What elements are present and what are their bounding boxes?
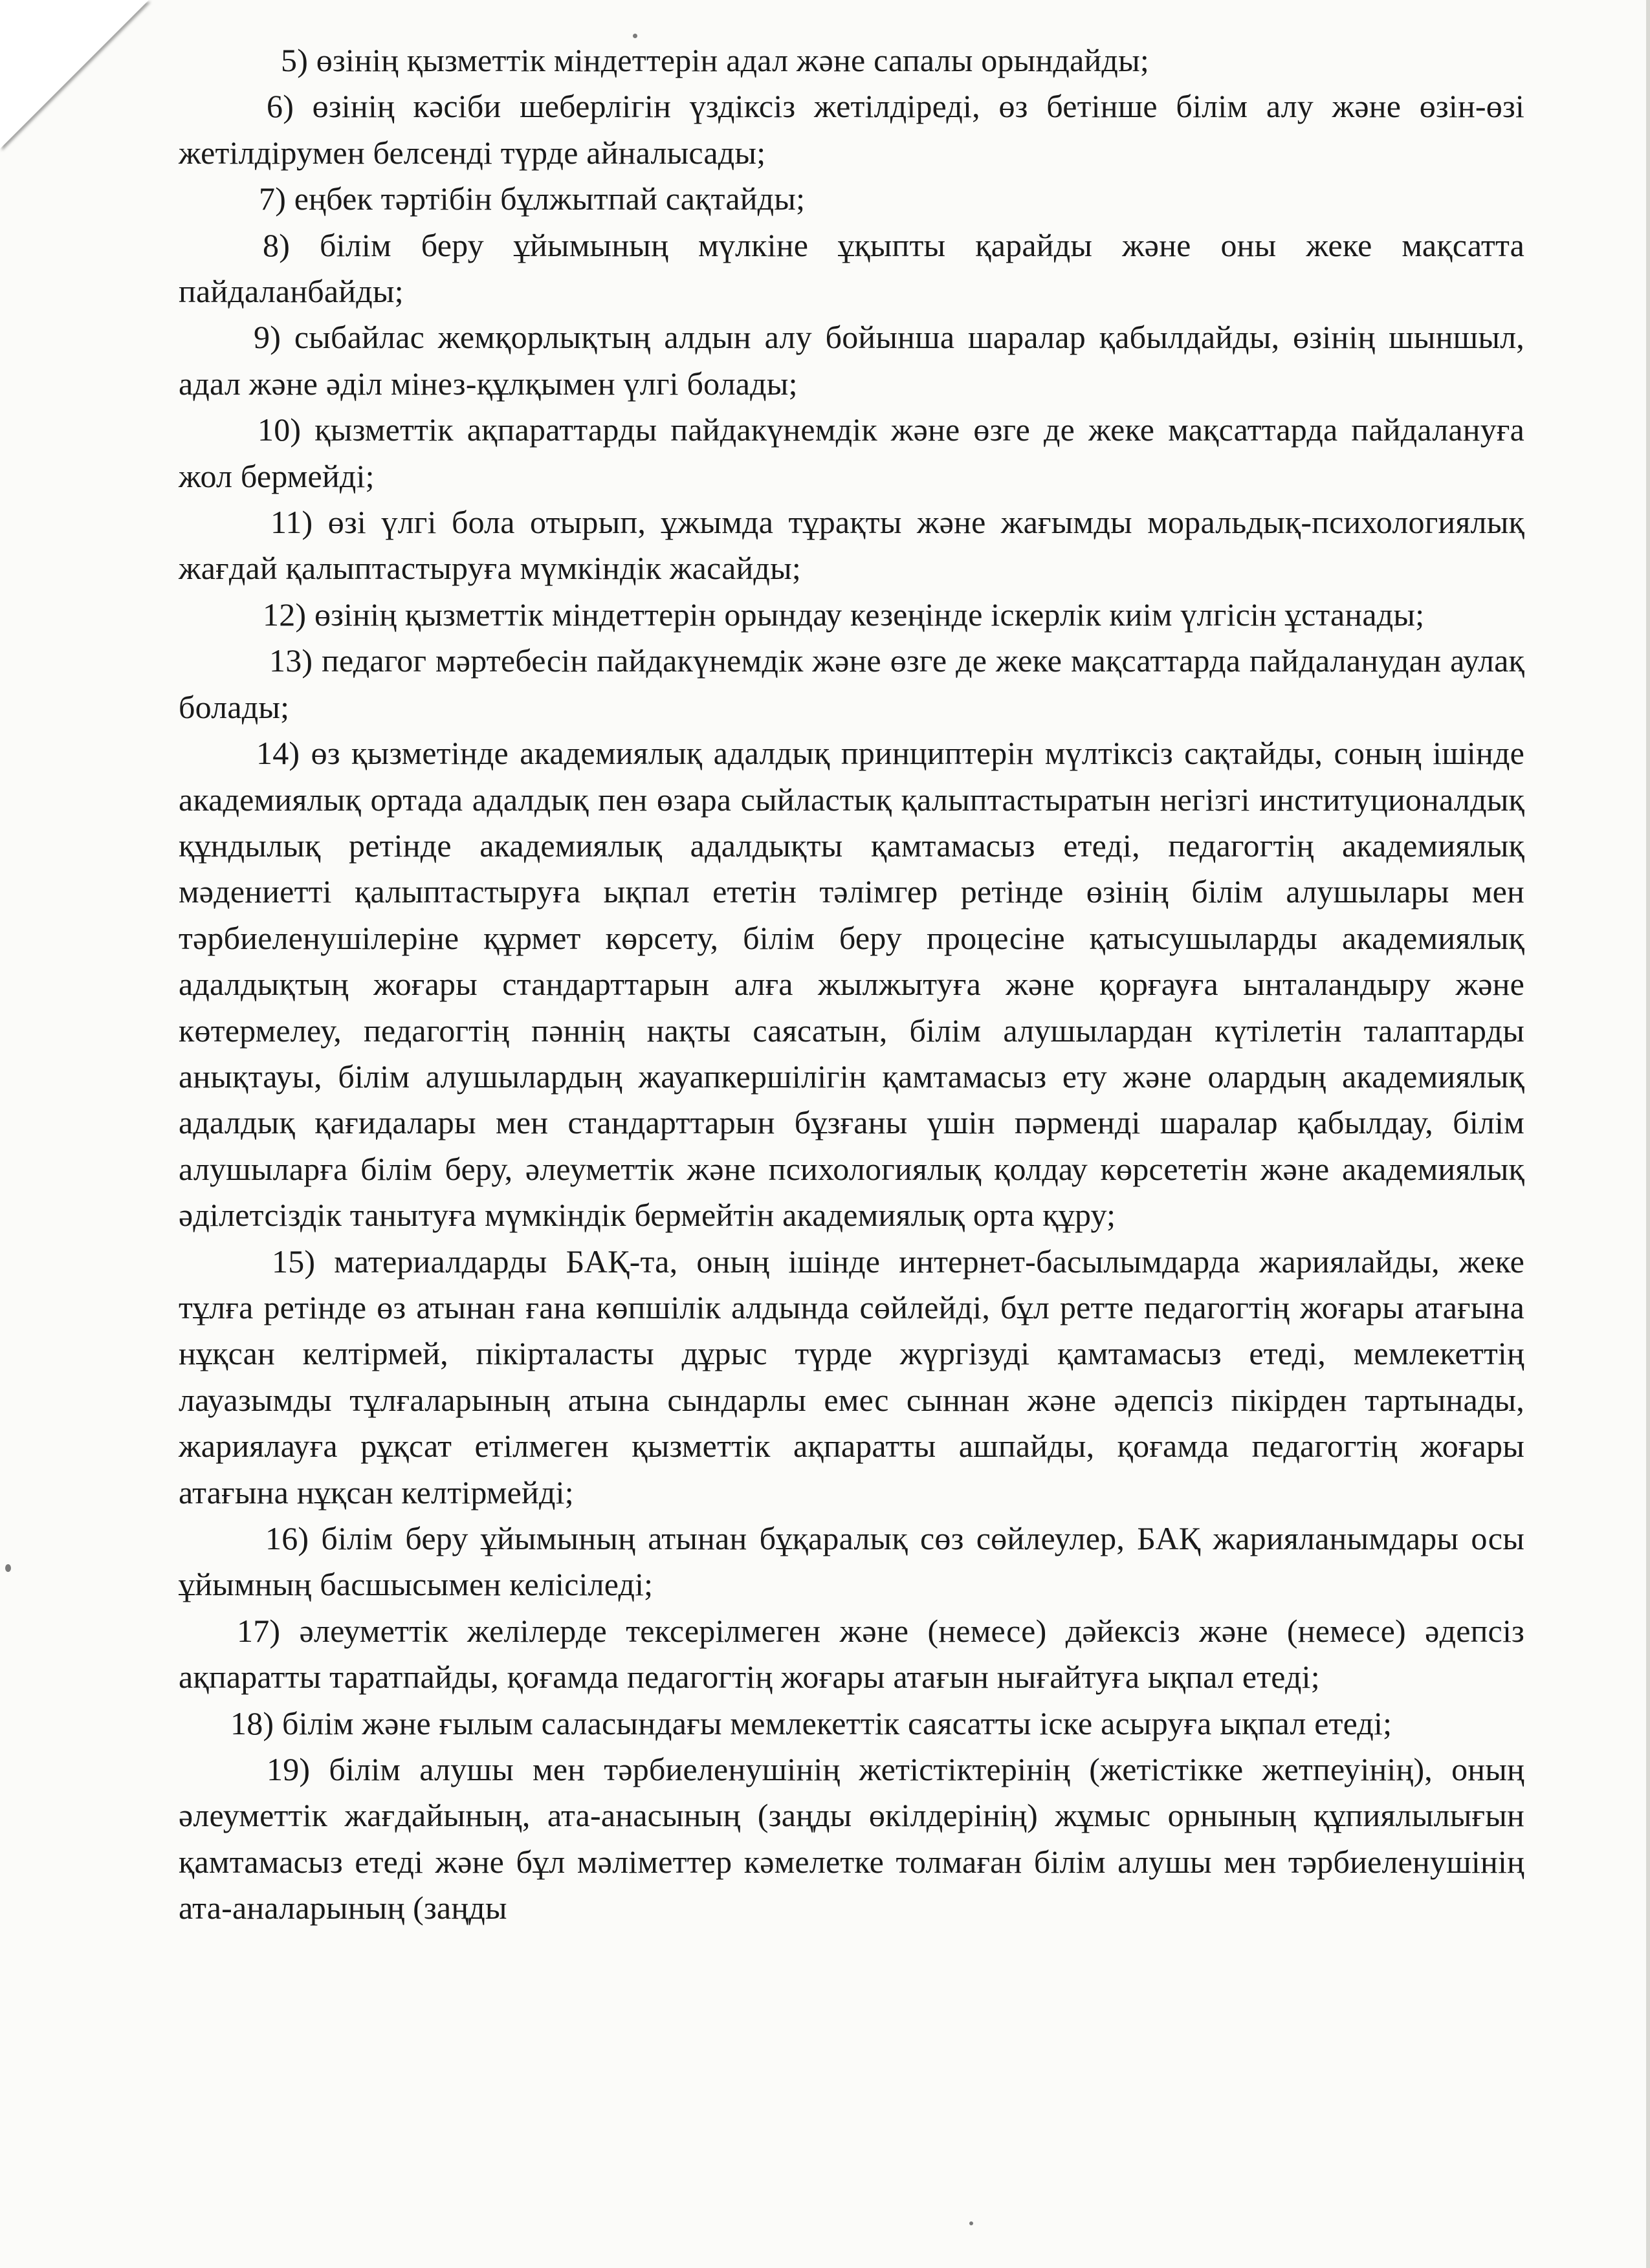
scan-speck xyxy=(5,1564,11,1572)
list-item-17: 17) әлеуметтік желілерде тексерілмеген және (немесе) дәйексіз және (немесе) әдепсіз ақпаратты таратпайды, қоғамда педагогтің жоғары атағын нығайтуға ықпал етеді; xyxy=(179,1612,1524,1696)
list-item-6: 6) өзінің кәсіби шеберлігін үздіксіз жетілдіреді, өз бетінше білім алу және өзін-өзі жетілдірумен белсенді түрде айналысады; xyxy=(179,88,1524,171)
list-item-19: 19) білім алушы мен тәрбиеленушінің жетістіктерінің (жетістікке жетпеуінің), оның әлеуметтік жағдайының, ата-анасының (заңды өкілдерінің) жұмыс орнының құпиялылығын қамтамасыз етеді және бұл мәліметтер кәмелетке толмаған білім алушы мен тәрбиеленушінің ата-аналарының (заңды xyxy=(179,1751,1524,1926)
document-body xyxy=(179,38,1524,1932)
list-item-18: 18) білім және ғылым саласындағы мемлекеттік саясатты іске асыруға ықпал етеді; xyxy=(230,1705,1392,1741)
list-item-11: 11) өзі үлгі бола отырып, ұжымда тұрақты және жағымды моральдық-психологиялық жағдай қалыптастыруға мүмкіндік жасайды; xyxy=(179,504,1524,587)
list-item-16: 16) білім беру ұйымының атынан бұқаралық сөз сөйлеулер, БАҚ жарияланымдары осы ұйымның басшысымен келісіледі; xyxy=(179,1520,1524,1603)
list-item-15: 15) материалдарды БАҚ-та, оның ішінде интернет-басылымдарда жариялайды, жеке тұлға ретінде өз атынан ғана көпшілік алдында сөйлейді, бұл ретте педагогтің жоғары атағына нұқсан келтірмей, пікірталасты дұрыс түрде жүргізуді қамтамасыз етеді, мемлекеттің лауазымды тұлғаларының атына сындарлы емес сыннан және әдепсіз пікірден тартынады, жариялауға рұқсат етілмеген қызметтік ақпаратты ашпайды, қоғамда педагогтің жоғары атағына нұқсан келтірмейді; xyxy=(179,1243,1524,1510)
list-item-13: 13) педагог мәртебесін пайдакүнемдік және өзге де жеке мақсаттарда пайдаланудан аулақ болады; xyxy=(179,642,1524,725)
list-item-8: 8) білім беру ұйымының мүлкіне ұқыпты қарайды және оны жеке мақсатта пайдаланбайды; xyxy=(179,226,1524,310)
list-item-12: 12) өзінің қызметтік міндеттерін орындау кезеңінде іскерлік киім үлгісін ұстанады; xyxy=(263,596,1425,633)
folded-corner xyxy=(0,0,149,149)
scan-speck xyxy=(969,2221,973,2225)
list-item-7: 7) еңбек тәртібін бұлжытпай сақтайды; xyxy=(259,180,806,217)
list-item-14: 14) өз қызметінде академиялық адалдық принциптерін мүлтіксіз сақтайды, соның ішінде академиялық ортада адалдық пен өзара сыйластық қалыптастыратын негізгі институционалдық құндылық ретінде академиялық адалдықты қамтамасыз етеді, педагогтің академиялық мәдениетті қалыптастыруға ықпал ететін тәлімгер ретінде өзінің білім алушылары мен тәрбиеленушілеріне құрмет көрсету, білім беру процесіне қатысушыларды академиялық адалдықтың жоғары стандарттарын алға жылжытуға және қорғауға ынталандыру және көтермелеу, педагогтің пәннің нақты саясатын, білім алушылардан күтілетін талаптарды анықтауы, білім алушылардың жауапкершілігін қамтамасыз ету және олардың академиялық адалдық қағидалары мен стандарттарын бұзғаны үшін пәрменді шаралар қабылдау, білім алушыларға білім беру, әлеуметтік және психологиялық қолдау көрсететін және академиялық әділетсіздік танытуға мүмкіндік бермейтін академиялық орта құру; xyxy=(179,735,1524,1234)
list-item-10: 10) қызметтік ақпараттарды пайдакүнемдік және өзге де жеке мақсаттарда пайдалануға жол бермейді; xyxy=(179,411,1524,494)
list-item-5: 5) өзінің қызметтік міндеттерін адал және сапалы орындайды; xyxy=(281,42,1149,78)
page-edge xyxy=(1646,0,1650,2268)
list-item-9: 9) сыбайлас жемқорлықтың алдын алу бойынша шаралар қабылдайды, өзінің шыншыл, адал және әділ мінез-құлқымен үлгі болады; xyxy=(179,319,1524,402)
